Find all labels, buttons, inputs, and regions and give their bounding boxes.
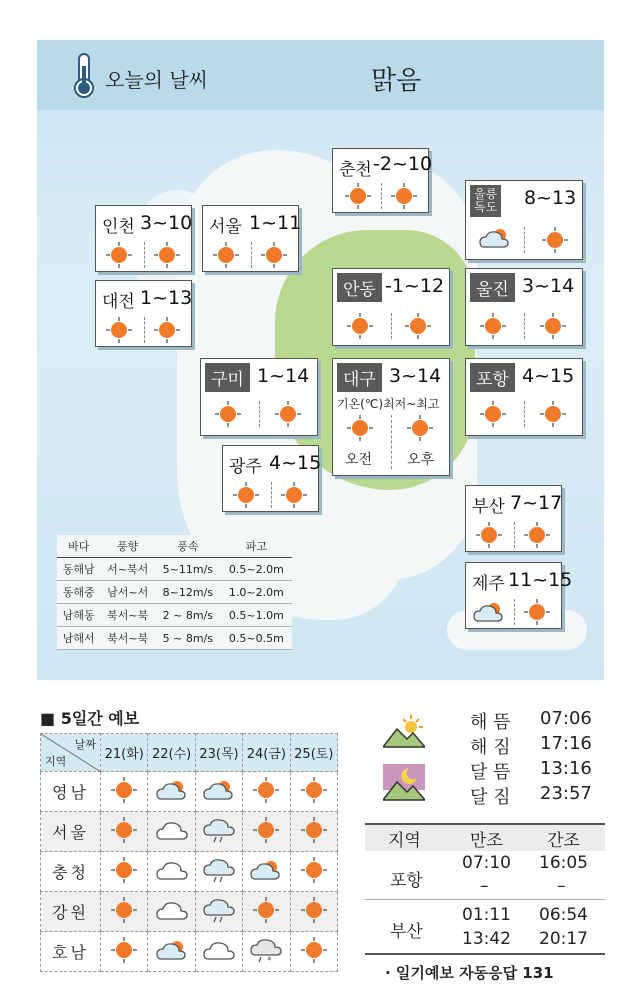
moonset-label: 달 짐 bbox=[470, 787, 511, 808]
sun-icon bbox=[391, 183, 417, 209]
day-header: 25(토) bbox=[290, 734, 337, 772]
sun-icon bbox=[215, 401, 241, 427]
sun-icon bbox=[106, 317, 132, 343]
sun-icon bbox=[106, 242, 132, 268]
page-title: 오늘의 날씨 bbox=[105, 68, 208, 92]
rain-snow-icon bbox=[243, 932, 290, 972]
sun-icon bbox=[281, 482, 307, 508]
table-cell: 남서~서 bbox=[100, 581, 155, 604]
city-box-daegu bbox=[332, 358, 450, 476]
sun-icon bbox=[275, 401, 301, 427]
table-cell: 0.5~0.5m bbox=[221, 627, 292, 650]
table-row bbox=[57, 581, 292, 604]
tide-value: 20:17 bbox=[539, 929, 588, 949]
city-name: 광주 bbox=[229, 457, 262, 477]
table-cell: 5 ~ 8m/s bbox=[155, 627, 221, 650]
partly-cloudy-icon bbox=[472, 601, 506, 623]
city-temp: 3~14 bbox=[522, 275, 575, 297]
table-row bbox=[41, 812, 338, 852]
sun-icon bbox=[213, 242, 239, 268]
sun-icon bbox=[101, 812, 148, 852]
partly-cloudy-icon bbox=[243, 852, 290, 892]
city-box-pohang bbox=[465, 358, 583, 436]
sun-icon bbox=[540, 401, 566, 427]
cloud-icon bbox=[148, 892, 195, 932]
table-cell: 동해중 bbox=[57, 581, 100, 604]
table-cell: 0.5~1.0m bbox=[221, 604, 292, 627]
table-row bbox=[57, 604, 292, 627]
table-cell: 서~북서 bbox=[100, 558, 155, 581]
cloud-icon bbox=[195, 932, 242, 972]
tide-value: – bbox=[557, 876, 566, 896]
region-label: 충청 bbox=[41, 852, 101, 892]
table-cell: 0.5~2.0m bbox=[221, 558, 292, 581]
sun-icon bbox=[476, 522, 502, 548]
sun-icon bbox=[290, 772, 337, 812]
day-header: 22(수) bbox=[148, 734, 195, 772]
sun-icon bbox=[407, 415, 433, 441]
moonrise-icon bbox=[383, 764, 425, 802]
temperature-legend: 기온(℃)최저~최고 bbox=[337, 397, 440, 411]
sun-icon bbox=[101, 852, 148, 892]
sun-icon bbox=[290, 812, 337, 852]
city-name: 포항 bbox=[470, 363, 515, 392]
city-box-andong bbox=[332, 268, 450, 346]
rain-cloud-icon bbox=[195, 892, 242, 932]
cloud-icon bbox=[148, 812, 195, 852]
tide-value: 01:11 bbox=[462, 905, 511, 925]
city-name: 울진 bbox=[470, 273, 515, 302]
city-temp: 8~13 bbox=[524, 187, 577, 209]
sun-icon bbox=[154, 242, 180, 268]
sun-icon bbox=[243, 892, 290, 932]
sun-icon bbox=[347, 313, 373, 339]
sun-icon bbox=[290, 932, 337, 972]
sun-icon bbox=[480, 313, 506, 339]
city-temp: 3~10 bbox=[140, 212, 193, 234]
moonrise-time: 13:16 bbox=[540, 758, 592, 779]
sun-icon bbox=[154, 317, 180, 343]
day-header: 21(화) bbox=[101, 734, 148, 772]
region-header-label: 지역 bbox=[45, 755, 67, 768]
am-label: 오전 bbox=[345, 452, 373, 468]
city-name: 서울 bbox=[209, 217, 242, 237]
table-cell: 남해동 bbox=[57, 604, 100, 627]
tide-region-pohang: 포항 bbox=[390, 871, 423, 891]
sun-icon bbox=[101, 932, 148, 972]
date-header-label: 날짜 bbox=[74, 738, 96, 751]
moonset-time: 23:57 bbox=[540, 783, 592, 804]
table-row bbox=[41, 772, 338, 812]
city-box-incheon bbox=[95, 205, 192, 272]
sun-icon bbox=[101, 772, 148, 812]
thermometer-icon bbox=[69, 52, 99, 100]
svg-text:*: * bbox=[267, 955, 272, 963]
city-box-ulleung bbox=[465, 180, 583, 260]
sea-conditions-table bbox=[57, 535, 292, 650]
sun-icon bbox=[542, 227, 568, 253]
tide-value: 07:10 bbox=[462, 853, 511, 873]
moonrise-label: 달 뜸 bbox=[470, 762, 511, 783]
tide-region-busan: 부산 bbox=[390, 922, 423, 942]
table-row bbox=[41, 852, 338, 892]
city-temp: -2~10 bbox=[373, 153, 433, 175]
weather-condition: 맑음 bbox=[371, 66, 422, 96]
city-name: 춘천 bbox=[339, 160, 372, 180]
table-row bbox=[41, 892, 338, 932]
partly-cloudy-icon bbox=[195, 772, 242, 812]
pm-label: 오후 bbox=[407, 452, 435, 468]
city-temp: 1~14 bbox=[257, 365, 310, 387]
city-name: 안동 bbox=[337, 273, 382, 302]
city-box-daejeon bbox=[95, 280, 192, 347]
region-label: 강원 bbox=[41, 892, 101, 932]
sunset-label: 해 짐 bbox=[470, 737, 511, 758]
sunrise-label: 해 뜸 bbox=[470, 712, 511, 733]
partly-cloudy-icon bbox=[478, 227, 512, 249]
sun-icon bbox=[243, 812, 290, 852]
city-name: 구미 bbox=[205, 363, 250, 392]
sun-icon bbox=[233, 482, 259, 508]
region-label: 영남 bbox=[41, 772, 101, 812]
table-header: 풍속 bbox=[155, 535, 221, 558]
city-box-seoul bbox=[202, 205, 302, 272]
city-temp: 1~11 bbox=[249, 212, 302, 234]
sun-icon bbox=[540, 313, 566, 339]
table-cell: 8~12m/s bbox=[155, 581, 221, 604]
city-temp: 4~15 bbox=[522, 365, 575, 387]
forecast-table bbox=[40, 733, 338, 972]
city-box-gwangju bbox=[222, 445, 322, 512]
sun-icon bbox=[405, 313, 431, 339]
table-header: 풍향 bbox=[100, 535, 155, 558]
city-name: 대구 bbox=[337, 363, 382, 392]
sunrise-icon bbox=[383, 713, 425, 749]
sun-icon bbox=[101, 892, 148, 932]
table-row bbox=[57, 558, 292, 581]
rain-cloud-icon bbox=[195, 852, 242, 892]
tide-value: 16:05 bbox=[539, 853, 588, 873]
table-header: 바다 bbox=[57, 535, 100, 558]
city-name: 제주 bbox=[472, 574, 505, 594]
region-label: 서울 bbox=[41, 812, 101, 852]
table-cell: 남해서 bbox=[57, 627, 100, 650]
city-name: 대전 bbox=[102, 292, 135, 312]
forecast-title: ■ 5일간 예보 bbox=[40, 709, 140, 728]
day-header: 23(목) bbox=[195, 734, 242, 772]
table-header: 파고 bbox=[221, 535, 292, 558]
sun-icon bbox=[524, 522, 550, 548]
tide-header-high: 만조 bbox=[470, 831, 503, 851]
city-name: 울릉 독도 bbox=[470, 185, 501, 217]
city-box-jeju bbox=[465, 562, 573, 629]
city-name: 인천 bbox=[102, 217, 135, 237]
tide-bottom-rule bbox=[365, 953, 605, 955]
rain-cloud-icon bbox=[195, 812, 242, 852]
tide-value: 06:54 bbox=[539, 905, 588, 925]
sun-icon bbox=[347, 415, 373, 441]
sun-icon bbox=[243, 772, 290, 812]
tide-divider bbox=[365, 899, 605, 900]
sunrise-time: 07:06 bbox=[540, 708, 592, 729]
partly-cloudy-icon bbox=[148, 772, 195, 812]
city-temp: 3~14 bbox=[389, 365, 442, 387]
table-row bbox=[41, 932, 338, 972]
table-cell: 동해남 bbox=[57, 558, 100, 581]
sunset-time: 17:16 bbox=[540, 733, 592, 754]
map-header bbox=[37, 40, 604, 110]
sun-icon bbox=[290, 852, 337, 892]
city-box-uljin bbox=[465, 268, 583, 346]
tide-header-region: 지역 bbox=[388, 831, 421, 851]
city-temp: 4~15 bbox=[269, 452, 322, 474]
city-box-busan bbox=[465, 485, 562, 552]
corner-cell bbox=[41, 734, 101, 772]
city-temp: -1~12 bbox=[385, 275, 445, 297]
tide-value: 13:42 bbox=[462, 929, 511, 949]
sun-icon bbox=[345, 183, 371, 209]
city-temp: 11~15 bbox=[508, 569, 573, 591]
day-header: 24(금) bbox=[243, 734, 290, 772]
city-name: 부산 bbox=[472, 497, 505, 517]
sun-icon bbox=[480, 401, 506, 427]
table-cell: 1.0~2.0m bbox=[221, 581, 292, 604]
table-row bbox=[57, 627, 292, 650]
city-temp: 1~13 bbox=[140, 287, 193, 309]
sun-icon bbox=[261, 242, 287, 268]
city-temp: 7~17 bbox=[510, 492, 563, 514]
table-cell: 북서~북 bbox=[100, 627, 155, 650]
weather-map bbox=[37, 40, 604, 680]
sun-icon bbox=[290, 892, 337, 932]
tide-value: – bbox=[480, 876, 489, 896]
city-box-chuncheon bbox=[332, 148, 433, 213]
sun-icon bbox=[524, 599, 550, 625]
partly-cloudy-icon bbox=[148, 932, 195, 972]
table-cell: 북서~북 bbox=[100, 604, 155, 627]
tide-header-low: 간조 bbox=[547, 831, 580, 851]
table-cell: 5~11m/s bbox=[155, 558, 221, 581]
footer-hotline: · 일기예보 자동응답 131 bbox=[385, 964, 554, 982]
table-cell: 2 ~ 8m/s bbox=[155, 604, 221, 627]
region-label: 호남 bbox=[41, 932, 101, 972]
city-box-gumi bbox=[200, 358, 318, 436]
cloud-icon bbox=[148, 852, 195, 892]
